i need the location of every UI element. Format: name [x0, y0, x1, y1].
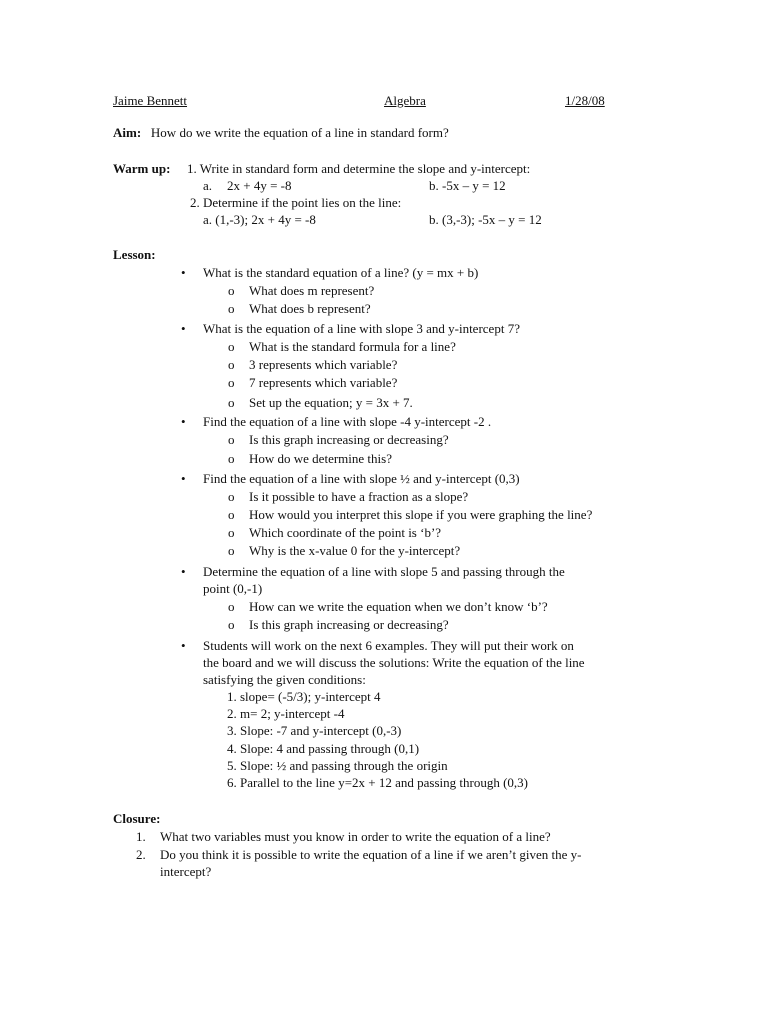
lesson-bullet-5-sub-2: Is this graph increasing or decreasing?: [249, 617, 449, 632]
lesson-bullet-1-sub-2: What does b represent?: [249, 301, 371, 316]
sub-bullet-icon: o: [228, 525, 235, 540]
warmup-1a-label: a.: [203, 178, 213, 193]
lesson-bullet-5-line-2: point (0,-1): [203, 581, 263, 596]
lesson-bullet-4-sub-1: Is it possible to have a fraction as a slope?: [249, 489, 469, 504]
aim-label: Aim:: [113, 125, 142, 140]
example-5: 5. Slope: ½ and passing through the origin: [227, 758, 448, 773]
lesson-bullet-3-sub-1: Is this graph increasing or decreasing?: [249, 432, 449, 447]
aim-line: [113, 124, 449, 142]
sub-bullet-icon: o: [228, 357, 235, 372]
lesson-bullet-1: What is the standard equation of a line? (y = mx + b): [203, 265, 479, 280]
lesson-bullet-3-sub-2: How do we determine this?: [249, 451, 392, 466]
lesson-label: Lesson:: [113, 247, 156, 262]
warmup-label: Warm up:: [113, 161, 171, 176]
sub-bullet-icon: o: [228, 283, 235, 298]
bullet-icon: •: [181, 471, 186, 486]
warmup-1b: b. -5x – y = 12: [429, 178, 506, 193]
lesson-bullet-5-sub-1: How can we write the equation when we don’t know ‘b’?: [249, 599, 548, 614]
lesson-bullet-5-line-1: Determine the equation of a line with slope 5 and passing through the: [203, 564, 565, 579]
sub-bullet-icon: o: [228, 543, 235, 558]
closure-question-2-line-2: intercept?: [160, 864, 212, 879]
author-name: Jaime Bennett: [113, 93, 188, 108]
lesson-bullet-4-sub-3: Which coordinate of the point is ‘b’?: [249, 525, 442, 540]
lesson-date: 1/28/08: [565, 93, 605, 108]
closure-number-1: 1.: [136, 829, 146, 844]
warmup-2b: b. (3,-3); -5x – y = 12: [429, 212, 542, 227]
bullet-icon: •: [181, 564, 186, 579]
sub-bullet-icon: o: [228, 339, 235, 354]
lesson-bullet-2-sub-2: 3 represents which variable?: [249, 357, 398, 372]
sub-bullet-icon: o: [228, 617, 235, 632]
lesson-bullet-4-sub-4: Why is the x-value 0 for the y-intercept?: [249, 543, 461, 558]
sub-bullet-icon: o: [228, 432, 235, 447]
lesson-bullet-1-sub-1: What does m represent?: [249, 283, 375, 298]
example-4: 4. Slope: 4 and passing through (0,1): [227, 741, 420, 756]
closure-question-2-line-1: Do you think it is possible to write the equation of a line if we aren’t given the y-: [160, 847, 582, 862]
lesson-bullet-6-line-3: satisfying the given conditions:: [203, 672, 366, 687]
lesson-bullet-6-line-1: Students will work on the next 6 examples. They will put their work on: [203, 638, 574, 653]
lesson-bullet-4: Find the equation of a line with slope ½ and y-intercept (0,3): [203, 471, 520, 486]
sub-bullet-icon: o: [228, 489, 235, 504]
lesson-bullet-2: What is the equation of a line with slope 3 and y-intercept 7?: [203, 321, 520, 336]
lesson-bullet-2-sub-3: 7 represents which variable?: [249, 375, 398, 390]
bullet-icon: •: [181, 414, 186, 429]
sub-bullet-icon: o: [228, 375, 235, 390]
lesson-bullet-2-sub-1: What is the standard formula for a line?: [249, 339, 456, 354]
aim-text: How do we write the equation of a line in standard form?: [150, 125, 449, 140]
sub-bullet-icon: o: [228, 395, 235, 410]
closure-number-2: 2.: [136, 847, 146, 862]
bullet-icon: •: [181, 321, 186, 336]
example-2: 2. m= 2; y-intercept -4: [227, 706, 345, 721]
example-1: 1. slope= (-5/3); y-intercept 4: [227, 689, 381, 704]
warmup-question-1: 1. Write in standard form and determine the slope and y-intercept:: [187, 161, 531, 176]
sub-bullet-icon: o: [228, 301, 235, 316]
closure-question-1: What two variables must you know in order to write the equation of a line?: [160, 829, 551, 844]
lesson-bullet-3: Find the equation of a line with slope -4 y-intercept -2 .: [203, 414, 492, 429]
lesson-bullet-4-sub-2: How would you interpret this slope if you were graphing the line?: [249, 507, 593, 522]
sub-bullet-icon: o: [228, 599, 235, 614]
closure-label: Closure:: [113, 811, 161, 826]
warmup-question-2: 2. Determine if the point lies on the line:: [190, 195, 402, 210]
warmup-1a: 2x + 4y = -8: [227, 178, 292, 193]
lesson-bullet-2-sub-4: Set up the equation; y = 3x + 7.: [249, 395, 413, 410]
example-6: 6. Parallel to the line y=2x + 12 and passing through (0,3): [227, 775, 528, 790]
sub-bullet-icon: o: [228, 507, 235, 522]
lesson-bullet-6-line-2: the board and we will discuss the solutions: Write the equation of the line: [203, 655, 585, 670]
example-3: 3. Slope: -7 and y-intercept (0,-3): [227, 723, 402, 738]
subject-title: Algebra: [384, 93, 426, 108]
warmup-2a: a. (1,-3); 2x + 4y = -8: [203, 212, 316, 227]
bullet-icon: •: [181, 265, 186, 280]
bullet-icon: •: [181, 638, 186, 653]
sub-bullet-icon: o: [228, 451, 235, 466]
